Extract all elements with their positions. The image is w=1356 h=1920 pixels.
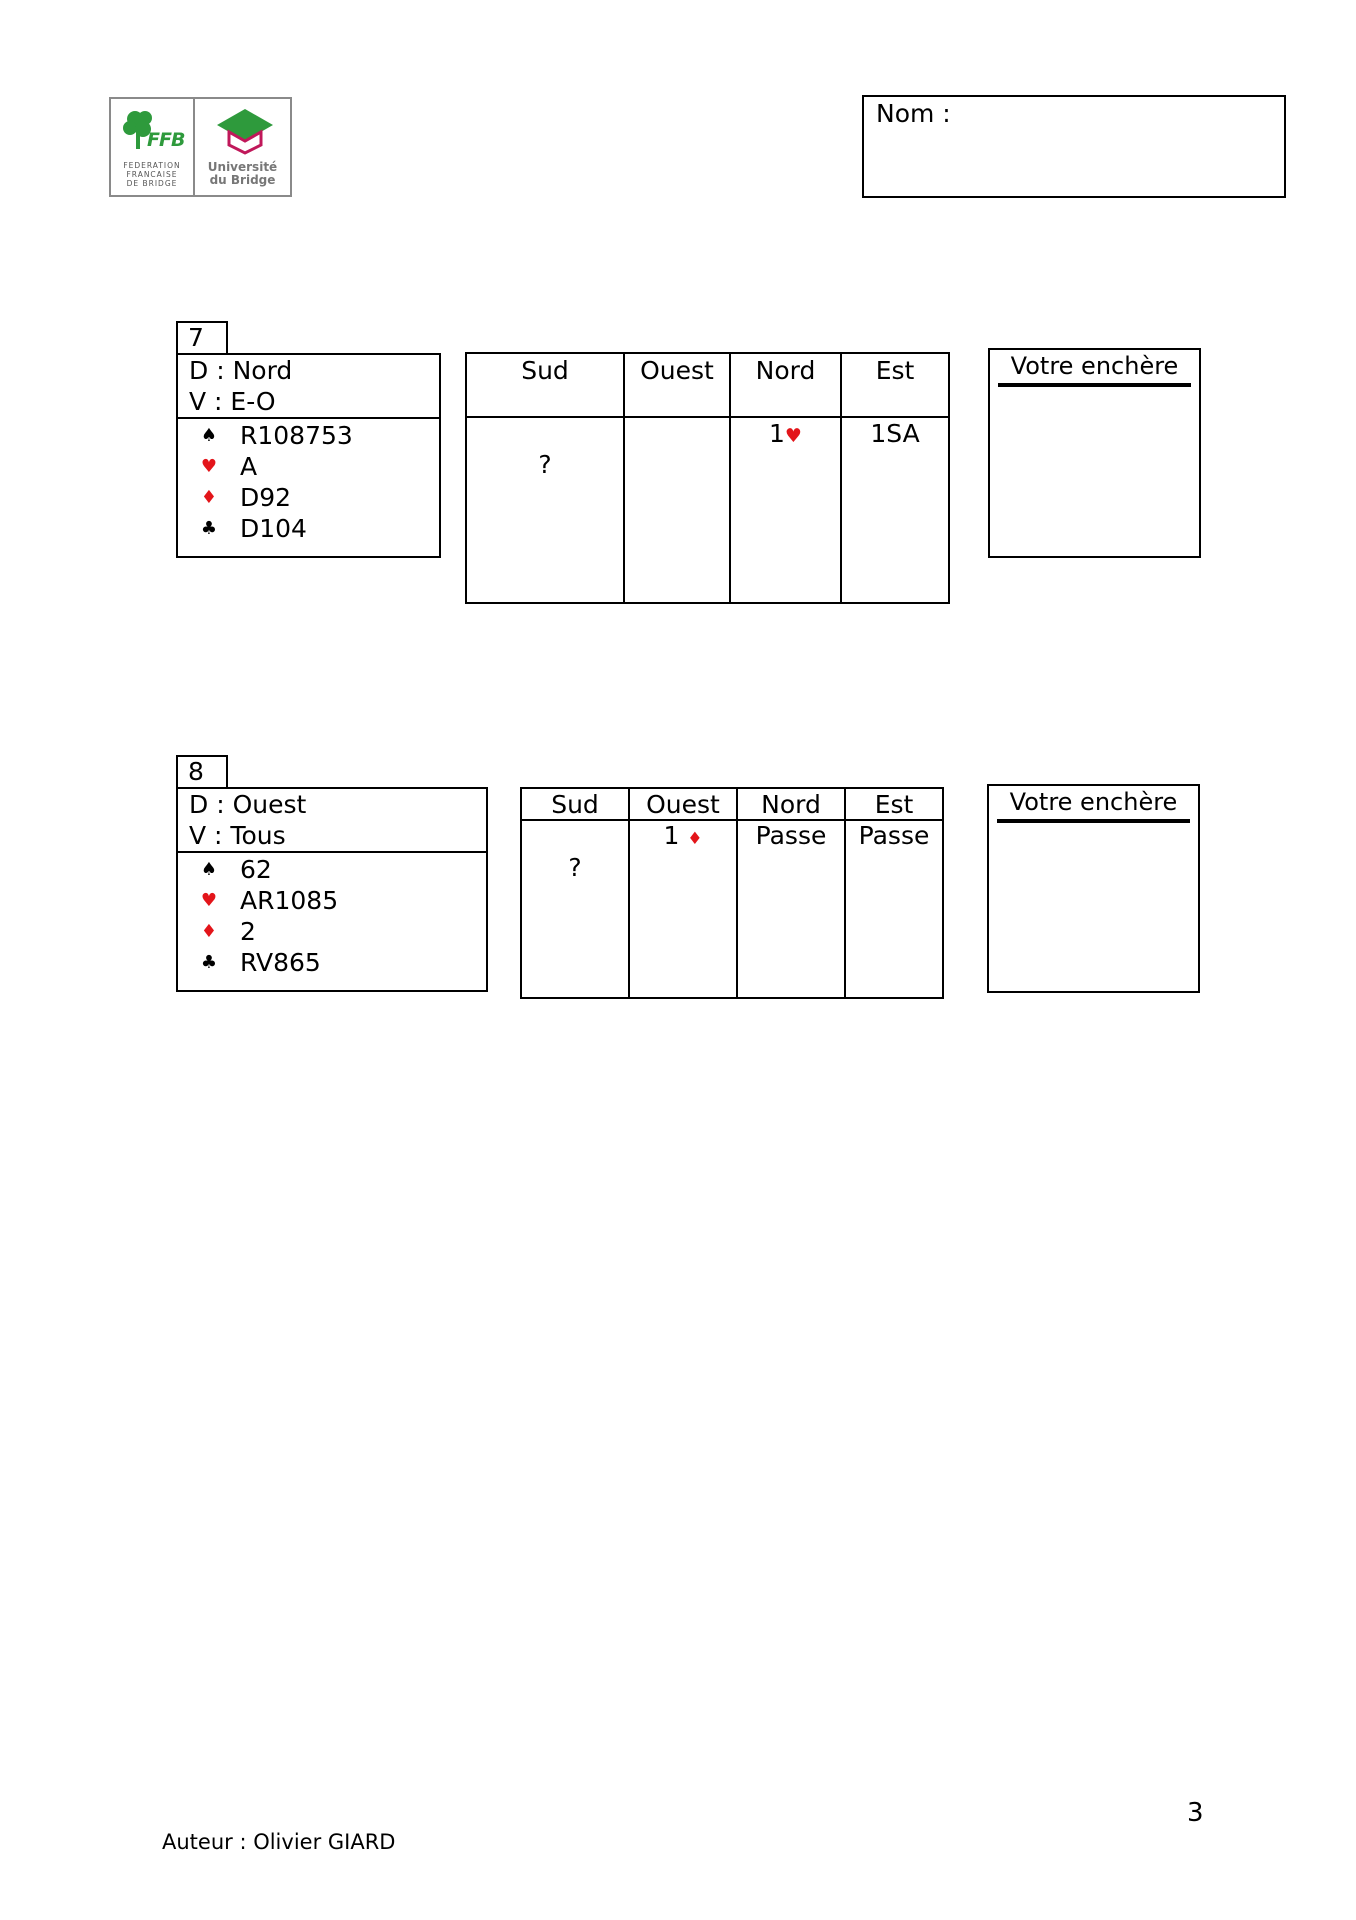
bid-cell-sud: ?: [466, 417, 624, 603]
diamonds-row: [178, 482, 439, 513]
hearts-cards: A: [240, 452, 258, 481]
ffb-subtitle-2: FRANCAISE: [126, 170, 178, 179]
hearts-cards: AR1085: [240, 886, 339, 915]
bid-cell-ouest: [629, 820, 737, 998]
spades-cards: R108753: [240, 421, 353, 450]
diamond-icon: ♦: [200, 487, 218, 508]
name-label: Nom :: [876, 99, 951, 128]
bid-header-ouest: Ouest: [624, 353, 730, 417]
answer-box[interactable]: [987, 784, 1200, 993]
deal-info: [178, 789, 486, 853]
deal-number: 7: [176, 321, 228, 355]
name-field[interactable]: [862, 95, 1286, 198]
diamonds-row: [178, 916, 486, 947]
hearts-row: [178, 451, 439, 482]
ffb-subtitle-1: FEDERATION: [123, 161, 181, 170]
hearts-row: [178, 885, 486, 916]
bid-header-ouest: Ouest: [629, 788, 737, 820]
hand-cards: [178, 853, 486, 978]
spade-icon: ♠: [200, 425, 218, 446]
clubs-row: [178, 513, 439, 544]
universite-logo: [195, 99, 290, 195]
bid-header-sud: Sud: [466, 353, 624, 417]
answer-box[interactable]: [988, 348, 1201, 558]
spades-row: [178, 854, 486, 885]
bid-cell-est: 1SA: [841, 417, 949, 603]
bid-cell-est: Passe: [845, 820, 943, 998]
ffb-subtitle-3: DE BRIDGE: [126, 179, 178, 188]
bid-cell-nord: Passe: [737, 820, 845, 998]
diamonds-cards: D92: [240, 483, 292, 512]
bid-header-nord: Nord: [730, 353, 841, 417]
bid-level: 1: [663, 821, 680, 850]
heart-icon: ♥: [784, 425, 802, 447]
deal-number: 8: [176, 755, 228, 789]
deal-info: [178, 355, 439, 419]
dealer-label: D : Ouest: [189, 790, 307, 819]
ffb-logo-text: FFB: [147, 129, 185, 151]
bid-cell-sud: ?: [521, 820, 629, 998]
clubs-cards: RV865: [240, 948, 321, 977]
author-credit: Auteur : Olivier GIARD: [162, 1830, 396, 1854]
diamond-icon: ♦: [200, 921, 218, 942]
clubs-row: [178, 947, 486, 978]
spades-cards: 62: [240, 855, 272, 884]
universite-text-1: Université: [207, 160, 278, 174]
answer-title: Votre enchère: [998, 351, 1191, 387]
bid-header-sud: Sud: [521, 788, 629, 820]
hand-cards: [178, 419, 439, 544]
universite-text-2: du Bridge: [209, 173, 276, 187]
bid-header-est: Est: [845, 788, 943, 820]
dealer-label: D : Nord: [189, 356, 293, 385]
bidding-table: [465, 352, 950, 604]
diamonds-cards: 2: [240, 917, 256, 946]
bidding-table: [520, 787, 944, 999]
hand-box: [176, 353, 441, 558]
club-icon: ♣: [200, 518, 218, 539]
vulnerability-label: V : Tous: [189, 821, 286, 850]
bid-header-nord: Nord: [737, 788, 845, 820]
ffb-logo: [111, 99, 195, 195]
page-number: 3: [1187, 1798, 1204, 1828]
heart-icon: ♥: [200, 890, 218, 911]
spades-row: [178, 420, 439, 451]
bid-cell-nord: [730, 417, 841, 603]
spade-icon: ♠: [200, 859, 218, 880]
club-icon: ♣: [200, 952, 218, 973]
clubs-cards: D104: [240, 514, 307, 543]
bid-cell-ouest: [624, 417, 730, 603]
diamond-icon: ♦: [687, 829, 703, 849]
heart-icon: ♥: [200, 456, 218, 477]
hand-box: [176, 787, 488, 992]
bid-level: 1: [769, 419, 785, 448]
vulnerability-label: V : E-O: [189, 387, 276, 416]
bid-header-est: Est: [841, 353, 949, 417]
graduation-cap-icon: [215, 107, 275, 157]
answer-title: Votre enchère: [997, 787, 1190, 823]
ffb-universite-logo: [109, 97, 292, 197]
